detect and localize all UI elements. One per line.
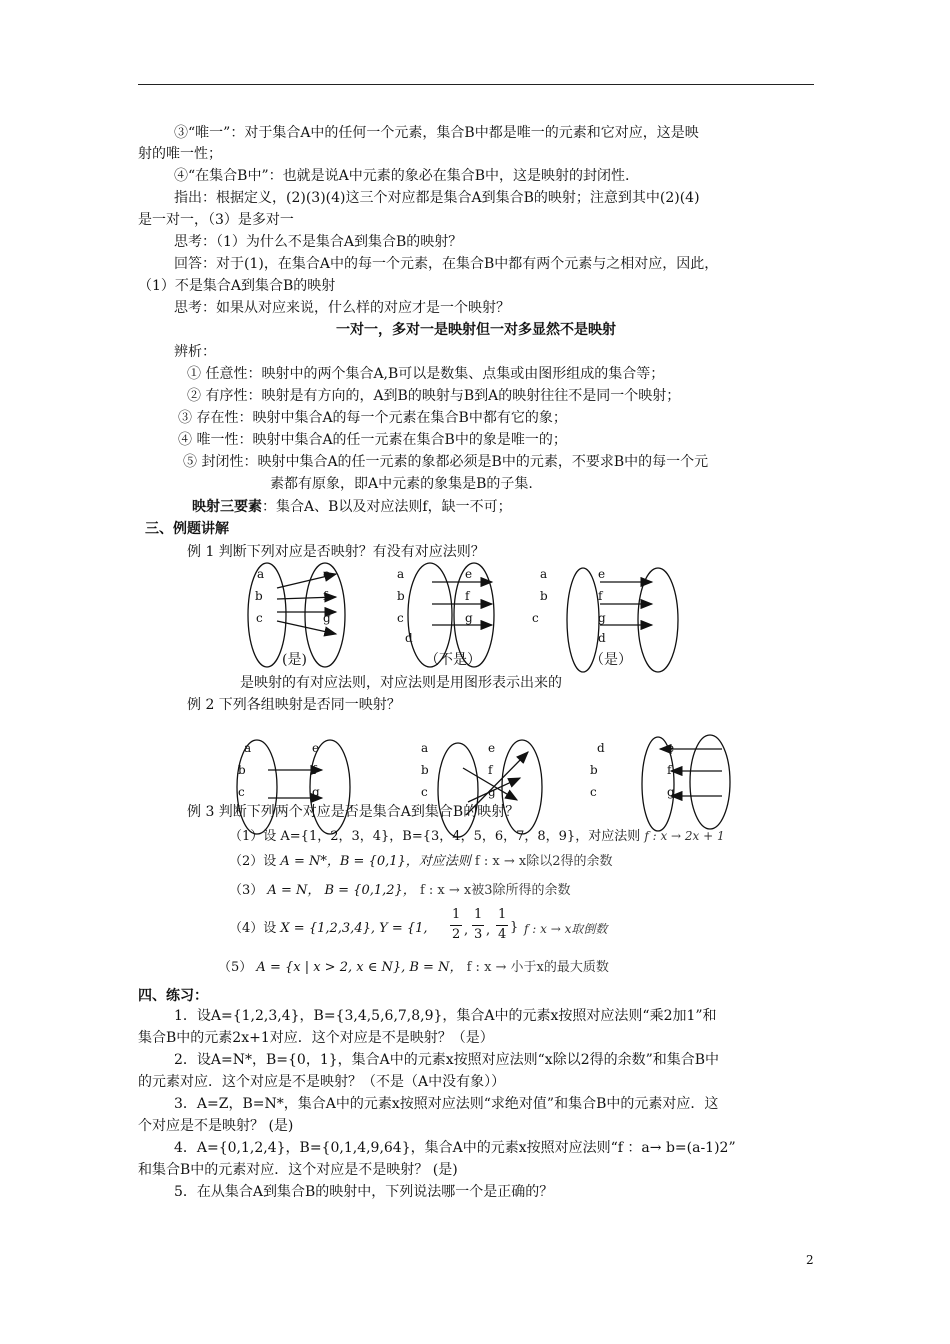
set-element: g <box>465 611 473 625</box>
exercise-3: 3．A=Z，B=N*，集合A中的元素x按照对应法则“求绝对值”和集合B中的元素对应．这 <box>174 1096 719 1112</box>
fraction-bar <box>450 925 462 926</box>
set-element: b <box>255 589 263 603</box>
set-element: g <box>488 785 496 799</box>
ex3-item-1-text: （1）设 A={1，2，3，4}，B={3，4，5，6，7，8，9}，对应法则 <box>229 829 641 844</box>
set-a-ellipse <box>438 743 478 837</box>
example-1-note: 是映射的有对应法则，对应法则是用图形表示出来的 <box>240 675 562 691</box>
set-element: f <box>598 589 603 603</box>
set-element: c <box>532 611 539 625</box>
set-b-ellipse <box>454 563 494 667</box>
set-element: g <box>598 611 606 625</box>
set-a-ellipse <box>642 737 674 831</box>
ex3-item-1-rule: f : x → 2x + 1 <box>644 829 725 843</box>
set-element: a <box>540 567 548 581</box>
set-element: e <box>465 567 473 581</box>
diagram-caption: (是) <box>282 652 307 668</box>
set-element: a <box>421 741 429 755</box>
section-examples: 三、例题讲解 <box>145 521 229 537</box>
ex3-item-4-label: （4）设 <box>229 921 277 936</box>
set-element: a <box>244 741 252 755</box>
fraction-separator: , <box>464 923 469 938</box>
example-2: 例 2 下列各组映射是否同一映射？ <box>187 697 401 713</box>
ex3-item-3-sets: A = N， B = {0,1,2}， <box>267 883 416 898</box>
set-element: f <box>323 589 328 603</box>
ex3-item-3-rule: f : x → x被3除所得的余数 <box>419 883 571 898</box>
para-answer-cont: （1）不是集合A到集合B的映射 <box>138 278 336 294</box>
para-point-out-cont: 是一对一，（3）是多对一 <box>138 212 294 228</box>
example-3: 例 3 判断下列两个对应是否是集合A到集合B的映射？ <box>187 804 520 820</box>
ex1-diagram-2-shapes <box>408 563 494 667</box>
fraction-bar <box>496 925 508 926</box>
set-element: e <box>667 741 675 755</box>
ex3-item-1 <box>229 827 725 846</box>
ex3-item-5-label: （5） <box>218 960 253 975</box>
set-element: f <box>667 763 672 777</box>
set-element: d <box>597 741 605 755</box>
diagram-caption: （不是） <box>425 652 481 668</box>
analysis-item-3: ③ 存在性：映射中集合A的每一个元素在集合B中都有它的象； <box>178 410 567 426</box>
set-element: b <box>397 589 405 603</box>
set-element: g <box>667 785 675 799</box>
fraction-denominator: 2 <box>452 927 461 942</box>
fraction-numerator: 1 <box>498 907 507 922</box>
set-element: e <box>312 741 320 755</box>
ex3-item-3-label: （3） <box>229 883 264 898</box>
set-a-ellipse <box>408 563 452 667</box>
set-element: e <box>488 741 496 755</box>
set-element: a <box>397 567 405 581</box>
ex3-item-4-sets: X = {1,2,3,4}, Y = {1, <box>280 921 428 936</box>
fraction-bar <box>472 925 484 926</box>
ex3-item-5-rule: f : x → 小于x的最大质数 <box>466 960 609 975</box>
analysis-item-5-cont: 素都有原象，即A中元素的象集是B的子集. <box>270 476 533 492</box>
analysis-item-4: ④ 唯一性：映射中集合A的任一元素在集合B中的象是唯一的； <box>178 432 567 448</box>
set-element: e <box>598 567 606 581</box>
set-a-ellipse <box>248 563 286 667</box>
set-element: c <box>421 785 428 799</box>
ex3-item-2 <box>229 853 612 871</box>
fraction-denominator: 4 <box>498 927 507 942</box>
ex1-diagram-1-shapes <box>248 563 345 667</box>
ex3-item-3 <box>229 882 571 900</box>
para-think-1: 思考：（1）为什么不是集合A到集合B的映射？ <box>174 234 463 250</box>
section-exercises: 四、练习： <box>138 988 208 1004</box>
para-think-2: 思考：如果从对应来说，什么样的对应才是一个映射？ <box>174 300 510 316</box>
exercise-5: 5．在从集合A到集合B的映射中，下列说法哪一个是正确的？ <box>174 1184 554 1200</box>
exercise-2-cont: 的元素对应．这个对应是不是映射？（不是（A中没有象）） <box>138 1074 506 1090</box>
ex2-diagram-2-shapes <box>438 740 542 837</box>
diagram-caption: （是） <box>590 652 632 668</box>
three-elements-label: 映射三要素 <box>192 499 262 515</box>
set-a-ellipse <box>567 568 599 672</box>
set-close-brace: } <box>510 920 519 935</box>
ex2-diagram-3-shapes <box>642 735 730 831</box>
exercise-1-cont: 集合B中的元素2x+1对应．这个对应是不是映射？（是） <box>138 1030 494 1046</box>
set-element: c <box>256 611 263 625</box>
ex3-item-2-sets: A = N*，B = {0,1}，对应法则 <box>280 854 471 869</box>
set-element: c <box>238 785 245 799</box>
analysis-item-5: ⑤ 封闭性：映射中集合A的任一元素的象都必须是B中的元素，不要求B中的每一个元 <box>183 454 709 470</box>
set-element: f <box>465 589 470 603</box>
fraction-numerator: 1 <box>474 907 483 922</box>
set-element: c <box>397 611 404 625</box>
para-unique-cont: 射的唯一性； <box>138 146 222 162</box>
para-unique: ③“唯一”：对于集合A中的任何一个元素，集合B中都是唯一的元素和它对应，这是映 <box>174 125 699 141</box>
ex3-item-5 <box>218 959 609 977</box>
mapping-arrow <box>277 574 336 588</box>
set-element: g <box>323 611 331 625</box>
exercise-4-cont: 和集合B中的元素对应．这个对应是不是映射？ (是) <box>138 1162 458 1178</box>
set-element: b <box>421 763 429 777</box>
key-heading: 一对一，多对一是映射但一对多显然不是映射 <box>336 322 616 338</box>
page-number: 2 <box>806 1253 814 1267</box>
ex3-item-4-rule: f : x → x取倒数 <box>524 922 608 936</box>
ex3-item-5-sets: A = {x | x > 2, x ∈ N}, B = N， <box>256 960 463 975</box>
exercise-2: 2．设A=N*，B={0，1}，集合A中的元素x按照对应法则“x除以2得的余数”和集合B中 <box>174 1052 720 1068</box>
ex3-item-2-label: （2）设 <box>229 854 277 869</box>
set-element: f <box>312 763 317 777</box>
fraction-numerator: 1 <box>452 907 461 922</box>
ex1-diagram-3-shapes <box>567 568 678 672</box>
set-b-ellipse <box>638 568 678 672</box>
para-answer: 回答：对于(1)，在集合A中的每一个元素，在集合B中都有两个元素与之相对应，因此， <box>174 256 719 272</box>
set-element: c <box>590 785 597 799</box>
set-element: d <box>405 631 413 645</box>
set-element: d <box>598 631 606 645</box>
exercise-1: 1．设A={1,2,3,4}，B={3,4,5,6,7,8,9}，集合A中的元素x按照对应法则“乘2加1”和 <box>174 1008 717 1024</box>
three-elements-text: ：集合A、B以及对应法则f，缺一不可； <box>262 499 512 515</box>
exercise-3-cont: 个对应是不是映射？ (是) <box>138 1118 294 1134</box>
set-element: b <box>540 589 548 603</box>
exercise-4: 4．A={0,1,2,4}，B={0,1,4,9,64}，集合A中的元素x按照对应法则“f ：a→ b=(a-1)2” <box>174 1140 736 1156</box>
set-b-ellipse <box>305 563 345 667</box>
ex3-item-4 <box>229 920 428 938</box>
set-element: g <box>312 785 320 799</box>
mapping-arrow <box>468 778 520 802</box>
example-1: 例 1 判断下列对应是否映射？有没有对应法则？ <box>187 544 485 560</box>
fraction-separator: , <box>486 923 491 938</box>
para-in-b: ④“在集合B中”：也就是说A中元素的象必在集合B中，这是映射的封闭性. <box>174 168 630 184</box>
set-element: a <box>257 567 265 581</box>
set-element: f <box>488 763 493 777</box>
set-element: b <box>238 763 246 777</box>
analysis-item-2: ② 有序性：映射是有方向的，A到B的映射与B到A的映射往往不是同一个映射； <box>187 388 681 404</box>
fraction-denominator: 3 <box>474 927 483 942</box>
analysis-item-1: ① 任意性：映射中的两个集合A,B可以是数集、点集或由图形组成的集合等； <box>187 366 665 382</box>
analysis-label: 辨析： <box>174 344 216 360</box>
ex3-item-2-rule: f : x → x除以2得的余数 <box>474 854 613 869</box>
mapping-arrow <box>463 768 517 800</box>
set-element: b <box>590 763 598 777</box>
set-element: e <box>323 567 331 581</box>
para-point-out: 指出：根据定义，(2)(3)(4)这三个对应都是集合A到集合B的映射；注意到其中(2)(4) <box>174 190 700 206</box>
